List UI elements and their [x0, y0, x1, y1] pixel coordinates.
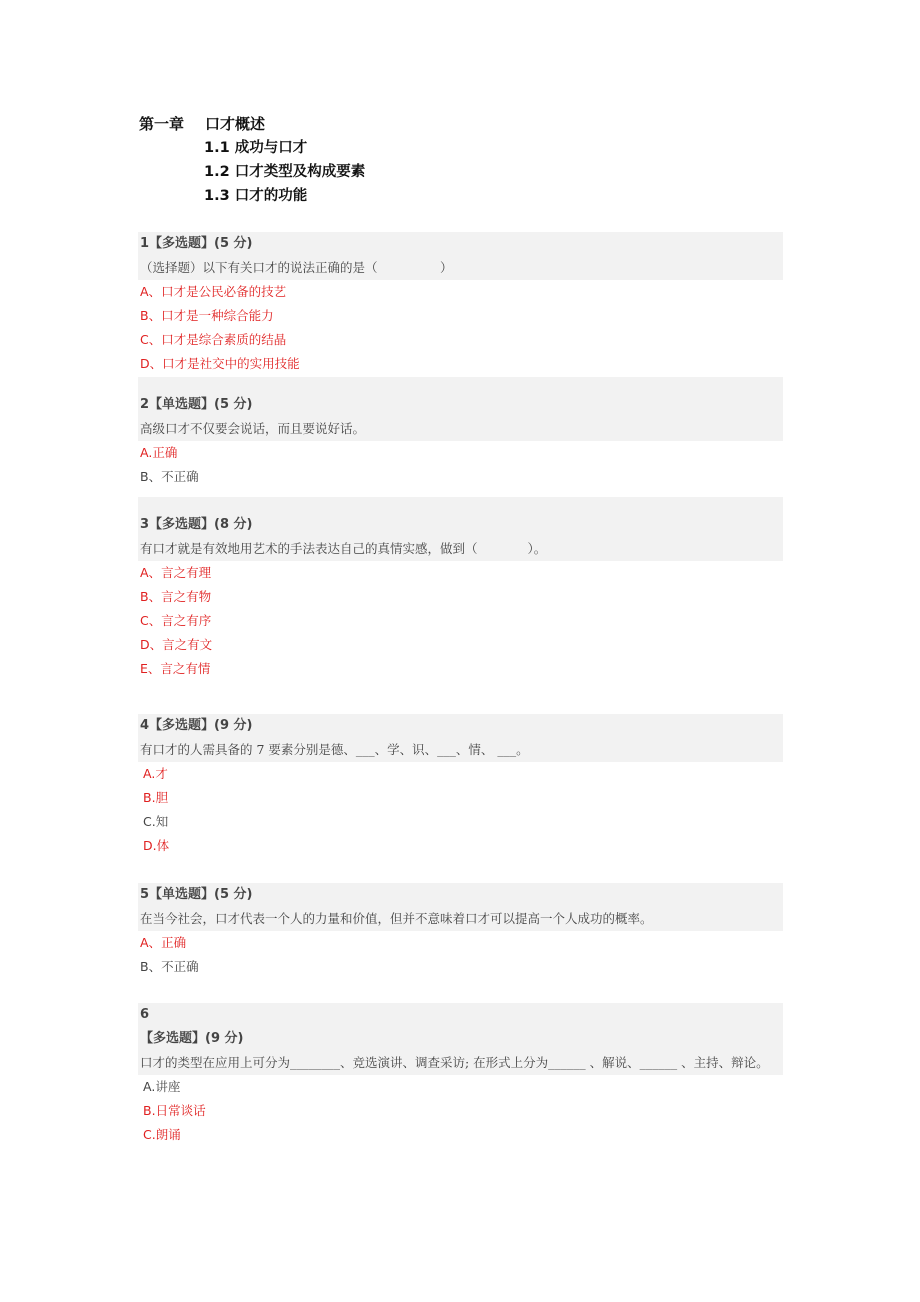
question-title: 4【多选题】(9 分)	[140, 718, 253, 733]
option-b[interactable]: B、不正确	[140, 469, 199, 484]
option-c[interactable]: C.知	[143, 814, 169, 829]
section-list	[204, 136, 365, 208]
question-header	[138, 883, 783, 931]
question-text: 口才的类型在应用上可分为________、竞选演讲、调查采访; 在形式上分为______ 、解说、______ 、主持、辩论。	[140, 1055, 769, 1070]
section-title: 口才类型及构成要素	[234, 164, 366, 180]
option-b[interactable]: B.胆	[143, 790, 169, 805]
option-a[interactable]: A.正确	[140, 445, 178, 460]
question-5	[138, 883, 783, 979]
option-a[interactable]: A、言之有理	[140, 565, 212, 580]
question-4	[138, 714, 783, 858]
question-header	[138, 714, 783, 762]
chapter-title: 口才概述	[205, 115, 266, 133]
question-header	[138, 232, 783, 280]
section-number: 1.2	[204, 164, 230, 180]
option-c[interactable]: C、言之有序	[140, 613, 212, 628]
question-2	[138, 377, 783, 489]
option-c[interactable]: C.朗诵	[143, 1127, 181, 1142]
question-header	[138, 377, 783, 441]
option-d[interactable]: D.体	[143, 838, 170, 853]
question-text: （选择题）以下有关口才的说法正确的是（ ）	[140, 260, 453, 275]
option-a[interactable]: A、口才是公民必备的技艺	[140, 284, 287, 299]
question-number: 6	[140, 1007, 150, 1022]
question-header	[138, 497, 783, 561]
question-text: 高级口才不仅要会说话，而且要说好话。	[140, 421, 366, 436]
option-c[interactable]: C、口才是综合素质的结晶	[140, 332, 287, 347]
question-title: 1【多选题】(5 分)	[140, 236, 253, 251]
question-3	[138, 497, 783, 681]
section-title: 口才的功能	[234, 188, 308, 204]
question-title: 【多选题】(9 分)	[140, 1031, 244, 1046]
question-1	[138, 232, 783, 376]
question-text: 有口才的人需具备的 7 要素分别是德、___、学、识、___、情、 ___。	[140, 742, 529, 757]
question-title: 2【单选题】(5 分)	[140, 397, 253, 412]
option-b[interactable]: B.日常谈话	[143, 1103, 206, 1118]
section-number: 1.1	[204, 140, 230, 156]
option-b[interactable]: B、不正确	[140, 959, 199, 974]
question-text: 在当今社会，口才代表一个人的力量和价值，但并不意味着口才可以提高一个人成功的概率。	[140, 911, 653, 926]
section-item	[204, 160, 365, 184]
option-a[interactable]: A.才	[143, 766, 168, 781]
section-number: 1.3	[204, 188, 230, 204]
question-title: 3【多选题】(8 分)	[140, 517, 253, 532]
option-a[interactable]: A.讲座	[143, 1079, 181, 1094]
option-d[interactable]: D、口才是社交中的实用技能	[140, 356, 300, 371]
option-b[interactable]: B、言之有物	[140, 589, 212, 604]
chapter-heading	[139, 113, 265, 134]
option-d[interactable]: D、言之有文	[140, 637, 213, 652]
question-6	[138, 1003, 783, 1147]
chapter-number: 第一章	[139, 115, 185, 133]
option-b[interactable]: B、口才是一种综合能力	[140, 308, 274, 323]
question-header	[138, 1003, 783, 1075]
option-e[interactable]: E、言之有情	[140, 661, 211, 676]
option-a[interactable]: A、正确	[140, 935, 187, 950]
section-item	[204, 184, 365, 208]
question-title: 5【单选题】(5 分)	[140, 887, 253, 902]
section-item	[204, 136, 365, 160]
question-text: 有口才就是有效地用艺术的手法表达自己的真情实感，做到（ ）。	[140, 541, 547, 556]
section-title: 成功与口才	[234, 140, 308, 156]
